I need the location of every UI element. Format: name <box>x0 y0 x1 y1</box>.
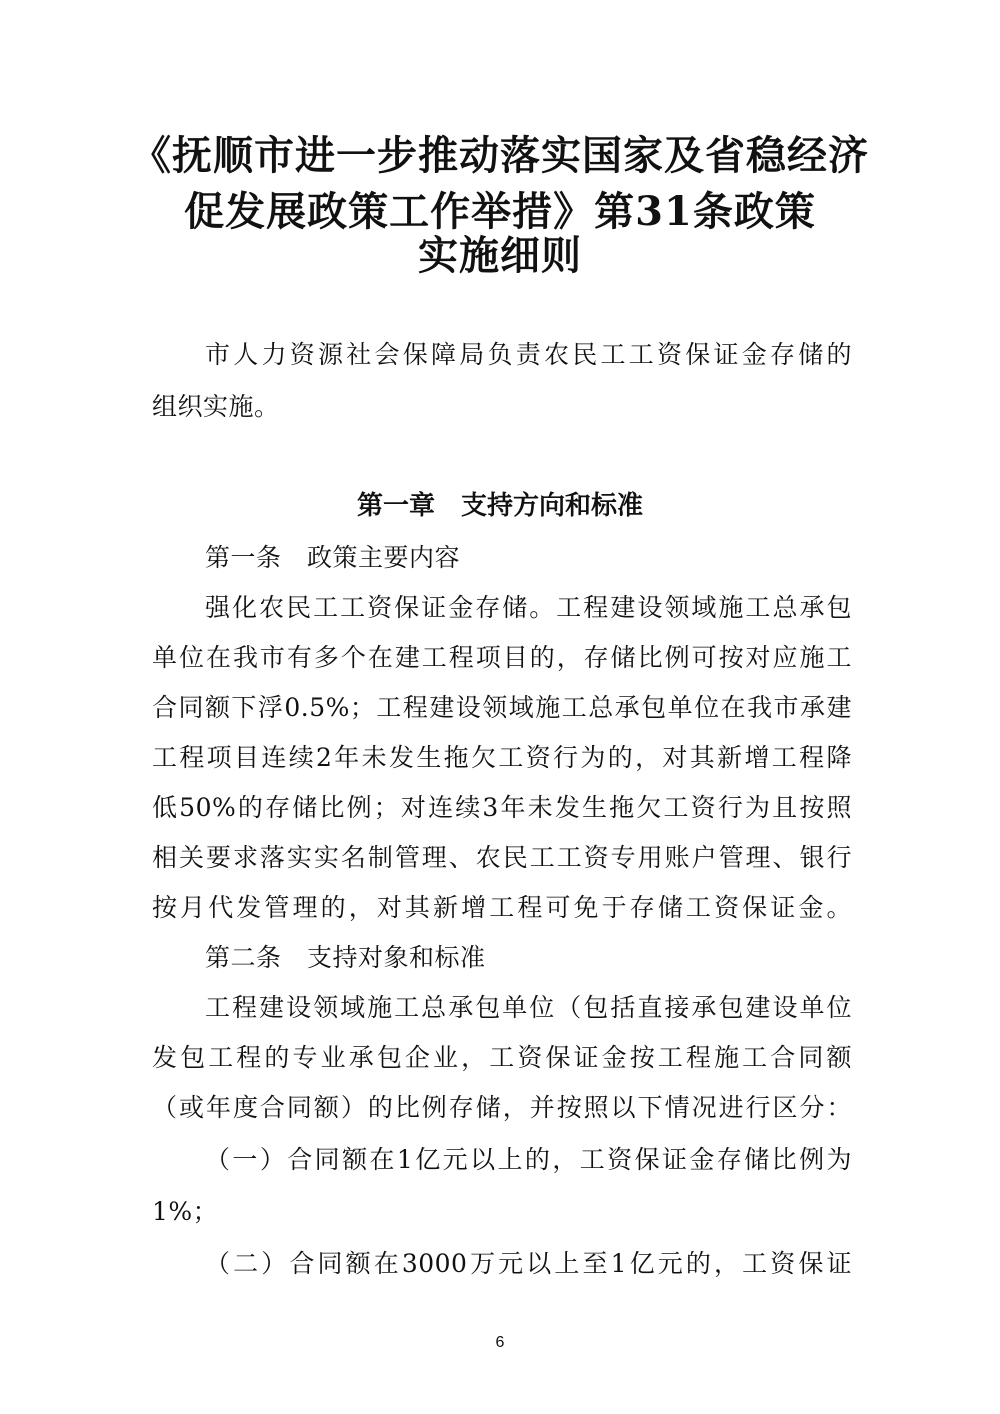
article-1-line-7: 按月代发管理的，对其新增工程可免于存储工资保证金。 <box>152 893 852 922</box>
intro-line-2: 组织实施。 <box>152 392 280 421</box>
item-1-line-1: （一）合同额在1亿元以上的，工资保证金存储比例为 <box>205 1145 852 1174</box>
intro-line-1: 市人力资源社会保障局负责农民工工资保证金存储的 <box>205 340 852 369</box>
article-1-line-2: 单位在我市有多个在建工程项目的，存储比例可按对应施工 <box>152 643 852 672</box>
article-2-line-1: 工程建设领域施工总承包单位（包括直接承包建设单位 <box>205 993 852 1022</box>
article-2-heading: 第二条 支持对象和标准 <box>205 943 486 972</box>
item-1-line-2: 1%； <box>152 1197 219 1226</box>
chapter-heading: 第一章 支持方向和标准 <box>356 491 643 521</box>
article-2-line-3: （或年度合同额）的比例存储，并按照以下情况进行区分： <box>152 1093 852 1122</box>
page-number: 6 <box>495 1334 505 1351</box>
article-2-line-2: 发包工程的专业承包企业，工资保证金按工程施工合同额 <box>152 1043 852 1072</box>
item-2-line-1: （二）合同额在3000万元以上至1亿元的，工资保证 <box>205 1249 852 1278</box>
article-1-line-5: 低50%的存储比例；对连续3年未发生拖欠工资行为且按照 <box>152 793 852 822</box>
document-title-line-2: 促发展政策工作举措》第31条政策 <box>184 188 816 235</box>
article-1-line-1: 强化农民工工资保证金存储。工程建设领域施工总承包 <box>205 593 852 622</box>
document-title-line-1: 《抚顺市进一步推动落实国家及省稳经济 <box>131 132 869 179</box>
article-1-line-6: 相关要求落实实名制管理、农民工工资专用账户管理、银行 <box>152 843 852 872</box>
article-1-line-4: 工程项目连续2年未发生拖欠工资行为的，对其新增工程降 <box>152 743 852 772</box>
article-1-heading: 第一条 政策主要内容 <box>205 543 461 572</box>
document-title-line-3: 实施细则 <box>418 232 582 279</box>
article-1-line-3: 合同额下浮0.5%；工程建设领域施工总承包单位在我市承建 <box>152 693 852 722</box>
